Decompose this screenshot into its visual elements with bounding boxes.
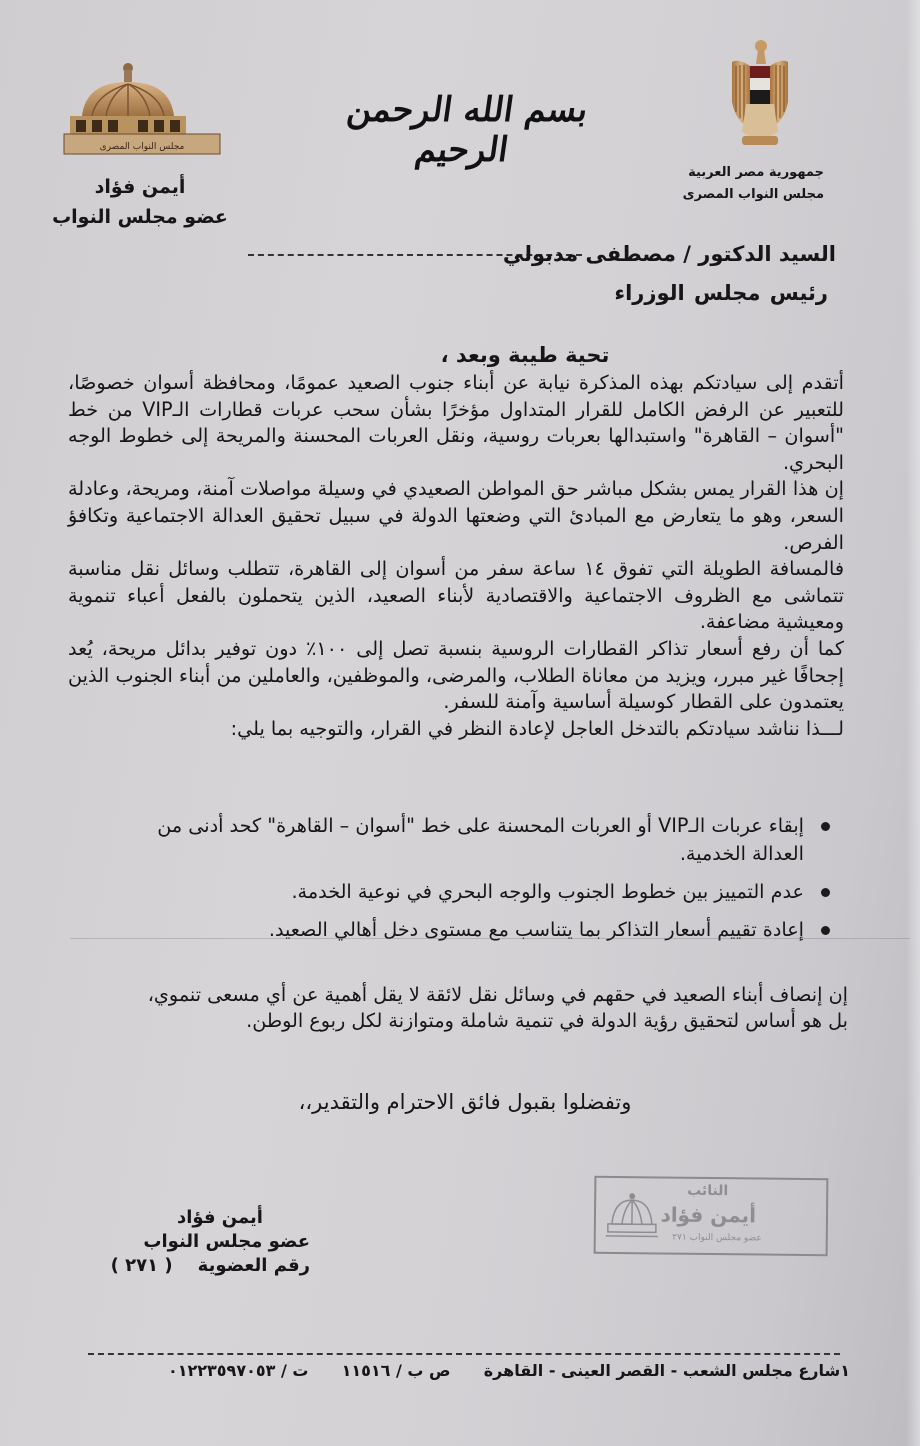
membership-number: ( ٢٧١ ) (110, 1255, 173, 1276)
requests-list (120, 812, 832, 954)
basmala-calligraphy: بسم الله الرحمن الرحيم (344, 90, 591, 170)
footer-divider (88, 1353, 840, 1355)
closing-line: إن إنصاف أبناء الصعيد في حقهم في وسائل نقل لائقة لا يقل أهمية عن أي مسعى تنموي، (147, 983, 848, 1006)
official-stamp (594, 1176, 829, 1256)
stamp-dome-icon (602, 1188, 663, 1245)
closing-paragraph (96, 982, 848, 1034)
body-paragraph: لـــذا نناشد سيادتكم بالتدخل العاجل لإعادة النظر في القرار، والتوجيه بما يلي: (230, 716, 844, 740)
paper-fold-line (70, 938, 910, 939)
emblem-caption-country: جمهورية مصر العربية (688, 165, 824, 180)
request-text: إعادة تقييم أسعار التذاكر بما يتناسب مع مستوى دخل أهالي الصعيد. (268, 918, 804, 941)
body-paragraph: أتقدم إلى سيادتكم بهذه المذكرة نيابة عن أبناء جنوب الصعيد عمومًا، ومحافظة أسوان خصوصًا، للتعبير عن الرفض الكامل للقرار المتداول مؤخرًا بشأن سحب عربات قطارات الـVIP من خط "أسوان – القاهرة" واستبدالها بعربات روسية، ونقل العربات المحسنة والمريحة إلى خطوط الوجه البحري. (68, 371, 845, 474)
membership-row (100, 1254, 310, 1278)
svg-text:مجلس النواب المصرى: مجلس النواب المصرى (99, 142, 185, 152)
member-header (40, 172, 240, 232)
request-item (120, 812, 832, 868)
footer-po-box: ص ب / ١١٥١٦ (341, 1361, 451, 1380)
body-paragraph: إن هذا القرار يمس بشكل مباشر حق المواطن الصعيدي في وسيلة مواصلات آمنة، ومريحة، وعادلة السعر، وهو ما يتعارض مع المبادئ التي وضعتها الدولة في سبيل تحقيق العدالة الاجتماعية وتكافؤ الفرص. (68, 477, 844, 554)
body-paragraph: كما أن رفع أسعار تذاكر القطارات الروسية بنسبة تصل إلى ١٠٠٪ دون توفير بدائل مريحة، يُعد إجحافًا غير مبرر، ويزيد من معاناة الطلاب، والمرضى، والموظفين، والعاملين من أبناء الجنوب الذين يعتمدون على القطار كوسيلة أساسية وآمنة للسفر. (68, 636, 845, 714)
signature-block (100, 1206, 310, 1278)
footer-phone: ت / ٠١٢٢٣٥٩٧٠٥٣ (167, 1361, 309, 1380)
bullet-icon (821, 888, 830, 897)
bullet-icon (821, 926, 830, 935)
bullet-icon (821, 822, 830, 831)
body-paragraph: فالمسافة الطويلة التي تفوق ١٤ ساعة سفر من أسوان إلى القاهرة، تتطلب وسائل نقل مناسبة تتماشى مع الظروف الاجتماعية والاقتصادية لأبناء الصعيد، الذين يتحملون بالفعل أعباء تنموية ومعيشية مضاعفة. (68, 557, 845, 634)
recipient-name: السيد الدكتور / مصطفى مدبولي (502, 242, 836, 266)
emblem-caption (683, 162, 824, 206)
request-text: إبقاء عربات الـVIP أو العربات المحسنة على خط "أسوان – القاهرة" كحد أدنى من العدالة الخدمية. (157, 814, 804, 865)
greeting: تحية طيبة وبعد ، (440, 343, 610, 367)
parliament-dome-logo-icon (52, 58, 222, 158)
membership-label: رقم العضوية (197, 1255, 310, 1276)
request-text: عدم التمييز بين خطوط الجنوب والوجه البحري في نوعية الخدمة. (291, 880, 804, 903)
recipient-title: رئيس مجلس الوزراء (614, 281, 828, 305)
member-header-name: أيمن فؤاد (94, 176, 186, 198)
request-item (120, 878, 832, 906)
signature-name: أيمن فؤاد (177, 1207, 263, 1228)
member-header-title: عضو مجلس النواب (52, 206, 228, 228)
stamp-caption: عضو مجلس النواب ٢٧١ (672, 1232, 762, 1244)
footer-address: ١شارع مجلس الشعب - القصر العينى - القاهرة (483, 1361, 850, 1380)
signature-title: عضو مجلس النواب (143, 1231, 310, 1252)
letter-body (68, 370, 844, 742)
stamp-name: أيمن فؤاد (660, 1202, 757, 1228)
egypt-eagle-emblem-icon (728, 32, 792, 152)
regards: وتفضلوا بقبول فائق الاحترام والتقدير،، (298, 1090, 632, 1114)
stamp-title: النائب (687, 1182, 729, 1200)
request-item (120, 916, 832, 944)
paper-edge (906, 0, 920, 1446)
closing-line: بل هو أساس لتحقيق رؤية الدولة في تنمية شاملة ومتوازنة لكل ربوع الوطن. (246, 1009, 848, 1032)
footer-contact (168, 1361, 850, 1380)
emblem-caption-house: مجلس النواب المصرى (682, 187, 824, 202)
